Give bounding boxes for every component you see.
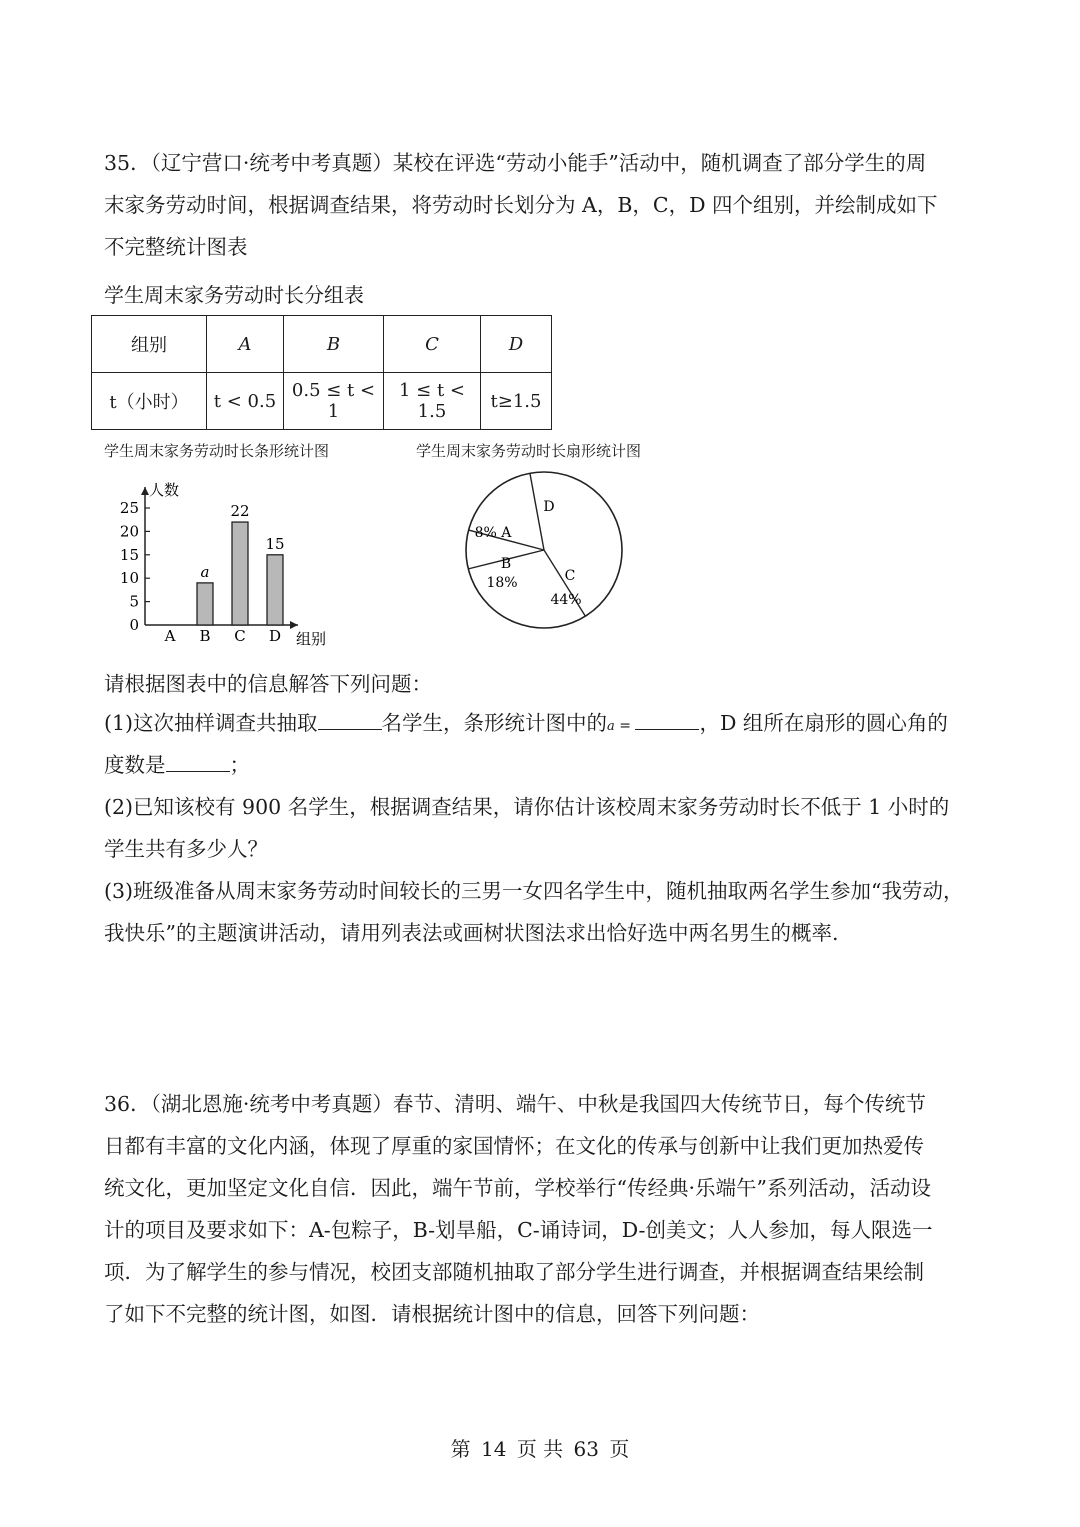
sub-question-1-line-1 — [104, 702, 984, 744]
table-cell: D — [481, 316, 552, 373]
sub-question-1-line-2 — [104, 744, 984, 786]
sub1-text-b: 名学生，条形统计图中的 — [381, 711, 608, 735]
q36-line-3: 统文化，更加坚定文化自信．因此，端午节前，学校举行“传经典·乐端午”系列活动，活动设 — [104, 1176, 931, 1200]
y-tick-label: 15 — [119, 545, 139, 564]
question-prompt: 请根据图表中的信息解答下列问题： — [104, 672, 432, 696]
q36-line-4: 计的项目及要求如下：A-包粽子，B-划旱船，C-诵诗词，D-创美文；人人参加，每人限选一 — [104, 1218, 933, 1242]
footer-mid: 页 共 — [516, 1437, 564, 1461]
pie-label-B: B — [500, 556, 512, 572]
pie-label-C: C — [564, 568, 576, 584]
q35-line-2: 末家务劳动时间，根据调查结果，将劳动时长划分为 A，B，C，D 四个组别，并绘制成如下 — [104, 193, 938, 217]
sub1-text-c: ，D 组所在扇形的圆心角的 — [699, 711, 948, 735]
q36-line-1: 36．（湖北恩施·统考中考真题）春节、清明、端午、中秋是我国四大传统节日，每个传统节 — [104, 1092, 926, 1116]
pie-percent-B: 18% — [486, 575, 518, 591]
sub-question-3-line-2: 我快乐”的主题演讲活动，请用列表法或画树状图法求出恰好选中两名男生的概率. — [104, 921, 839, 945]
sub-question-3-line-1: (3)班级准备从周末家务劳动时间较长的三男一女四名学生中，随机抽取两名学生参加“我劳动， — [104, 879, 964, 903]
y-tick-label: 0 — [129, 616, 139, 634]
answer-blank-3[interactable] — [166, 747, 230, 772]
table-cell: t < 0.5 — [207, 373, 284, 430]
table-cell: 0.5 ≤ t < 1 — [284, 373, 384, 430]
table-cell: A — [207, 316, 284, 373]
bar-label-B: a — [200, 562, 210, 581]
table-cell: t≥1.5 — [481, 373, 552, 430]
group-table-title: 学生周末家务劳动时长分组表 — [104, 283, 364, 307]
table-cell: B — [284, 316, 384, 373]
table-cell: t（小时） — [92, 373, 207, 430]
sub-question-2 — [104, 786, 984, 870]
bar-D — [267, 555, 283, 625]
q35-line-3: 不完整统计图表 — [104, 235, 248, 259]
equals-sign: = — [614, 718, 636, 734]
footer-suffix: 页 — [609, 1437, 630, 1461]
footer-total-pages: 63 — [573, 1437, 599, 1461]
y-axis-label: 人数 — [149, 481, 180, 499]
question-36-text — [104, 1083, 984, 1335]
bar-label-D: 15 — [265, 534, 285, 553]
bar-C — [232, 522, 248, 625]
footer-prefix: 第 — [450, 1437, 471, 1461]
q35-line-1: 35．（辽宁营口·统考中考真题）某校在评选“劳动小能手”活动中，随机调查了部分学生的周 — [104, 151, 927, 175]
x-tick-label: A — [164, 627, 176, 645]
y-tick-label: 10 — [119, 569, 139, 588]
x-tick-label: D — [268, 627, 282, 645]
pie-chart-caption: 学生周末家务劳动时长扇形统计图 — [416, 442, 642, 460]
q36-line-6: 了如下不完整的统计图，如图．请根据统计图中的信息，回答下列问题： — [104, 1302, 760, 1326]
sub1-text-a: (1)这次抽样调查共抽取 — [104, 711, 318, 735]
pie-percent-C: 44% — [550, 592, 582, 608]
footer-page-number: 14 — [481, 1437, 507, 1461]
pie-label-D: D — [543, 499, 555, 515]
sub1-text-d: 度数是 — [104, 753, 166, 777]
q36-line-2: 日都有丰富的文化内涵，体现了厚重的家国情怀；在文化的传承与创新中让我们更加热爱传 — [104, 1134, 924, 1158]
answer-blank-1[interactable] — [318, 705, 382, 730]
y-tick-label: 20 — [119, 522, 139, 541]
sub1-text-e: ； — [229, 753, 250, 777]
answer-blank-2[interactable] — [635, 705, 699, 730]
x-tick-label: C — [234, 627, 246, 645]
sub-question-1 — [104, 702, 984, 786]
bar-label-C: 22 — [230, 502, 250, 521]
y-axis-arrow — [141, 487, 149, 495]
y-tick-label: 5 — [129, 592, 139, 611]
x-axis-arrow — [290, 621, 298, 629]
sub-question-2-line-2: 学生共有多少人？ — [104, 837, 268, 861]
table-cell: C — [384, 316, 481, 373]
sub-question-2-line-1: (2)已知该校有 900 名学生，根据调查结果，请你估计该校周末家务劳动时长不低于 1 小时的 — [104, 795, 950, 819]
page-footer — [0, 1433, 1080, 1462]
table-cell: 组别 — [92, 316, 207, 373]
variable-a: a — [607, 719, 615, 734]
y-tick-label: 25 — [119, 499, 139, 517]
pie-label-A: 8% A — [474, 525, 512, 541]
bar-B — [197, 583, 213, 625]
q36-line-5: 项．为了解学生的参与情况，校团支部随机抽取了部分学生进行调查，并根据调查结果绘制 — [104, 1260, 924, 1284]
sub-question-3 — [104, 870, 984, 954]
table-cell: 1 ≤ t < 1.5 — [384, 373, 481, 430]
x-tick-label: B — [199, 627, 211, 645]
x-axis-label: 组别 — [296, 630, 327, 648]
bar-chart-caption: 学生周末家务劳动时长条形统计图 — [104, 442, 330, 460]
